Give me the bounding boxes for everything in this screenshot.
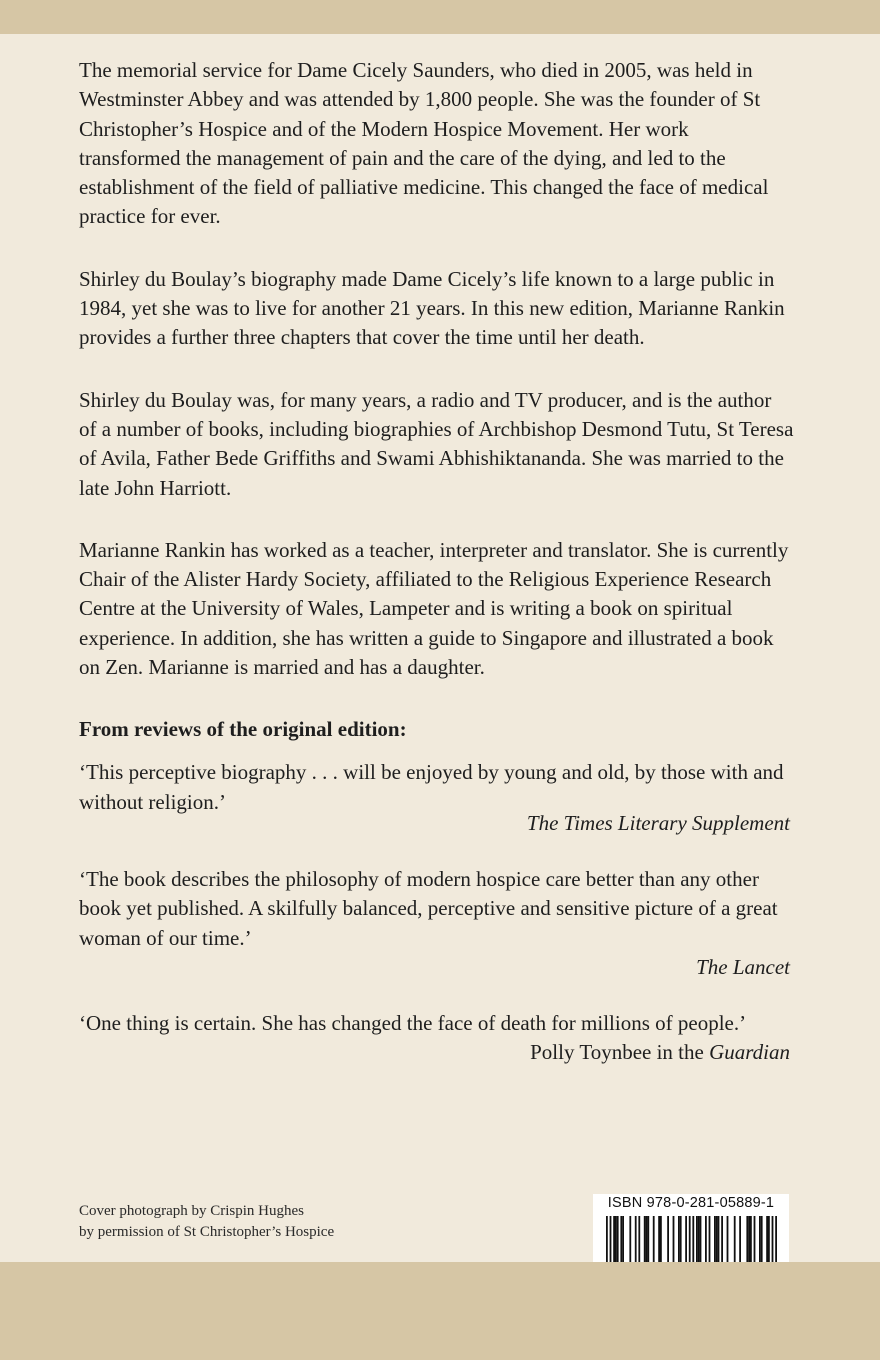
review-source: The Lancet [696, 954, 790, 979]
paragraph-editor-bio: Marianne Rankin has worked as a teacher, interpreter and translator. She is currently Chair of the Alister Hardy Society, affiliated to the Religious Experience Research Centre at the University of Wales, Lampeter and is writing a book on spiritual experience. In addition, she has written a guide to Singapore and illustrated a book on Zen. Marianne is married and has a daughter. [79, 537, 789, 680]
review-source-prefix: Polly Toynbee in the [530, 1040, 704, 1065]
reviews-heading: From reviews of the original edition: [79, 717, 407, 742]
paragraph-author-bio: Shirley du Boulay was, for many years, a radio and TV producer, and is the author of a number of books, including biographies of Archbishop Desmond Tutu, St Teresa of Avila, Father Bede Griffiths and Swami Abhishiktananda. She was married to the late John Harriott. [79, 387, 794, 500]
paragraph-memorial: The memorial service for Dame Cicely Saunders, who died in 2005, was held in Westminster Abbey and was attended by 1,800 people. She was the founder of St Christopher’s Hospice and of the Modern Hospice Movement. Her work transformed the management of pain and the care of the dying, and led to the establishment of the field of palliative medicine. This changed the face of medical practice for ever. [79, 58, 769, 229]
top-band [0, 0, 880, 34]
photo-credit-line-2: by permission of St Christopher’s Hospice [79, 1224, 335, 1240]
review-quote: ‘The book describes the philosophy of modern hospice care better than any other book yet published. A skilfully balanced, perceptive and sensitive picture of a great woman of our time.’ [79, 866, 778, 950]
review-source [79, 1038, 790, 1066]
photo-credit-line-1: Cover photograph by Crispin Hughes [79, 1203, 304, 1219]
photo-credit [79, 1201, 334, 1243]
review-tls [79, 758, 794, 837]
review-source-publication: Guardian [709, 1040, 790, 1065]
review-quote: ‘This perceptive biography . . . will be enjoyed by young and old, by those with and without religion.’ [79, 760, 784, 814]
review-quote: ‘One thing is certain. She has changed the face of death for millions of people.’ [79, 1010, 747, 1035]
isbn-label: ISBN 978-0-281-05889-1 [607, 1195, 775, 1211]
review-source: The Times Literary Supplement [526, 810, 790, 835]
paragraph-biography: Shirley du Boulay’s biography made Dame Cicely’s life known to a large public in 1984, yet she was to live for another 21 years. In this new edition, Marianne Rankin provides a further three chapters that cover the time until her death. [79, 266, 785, 350]
review-lancet [79, 865, 794, 981]
review-guardian [79, 1009, 794, 1066]
bottom-band [0, 1262, 880, 1360]
back-cover-text [79, 56, 794, 1094]
